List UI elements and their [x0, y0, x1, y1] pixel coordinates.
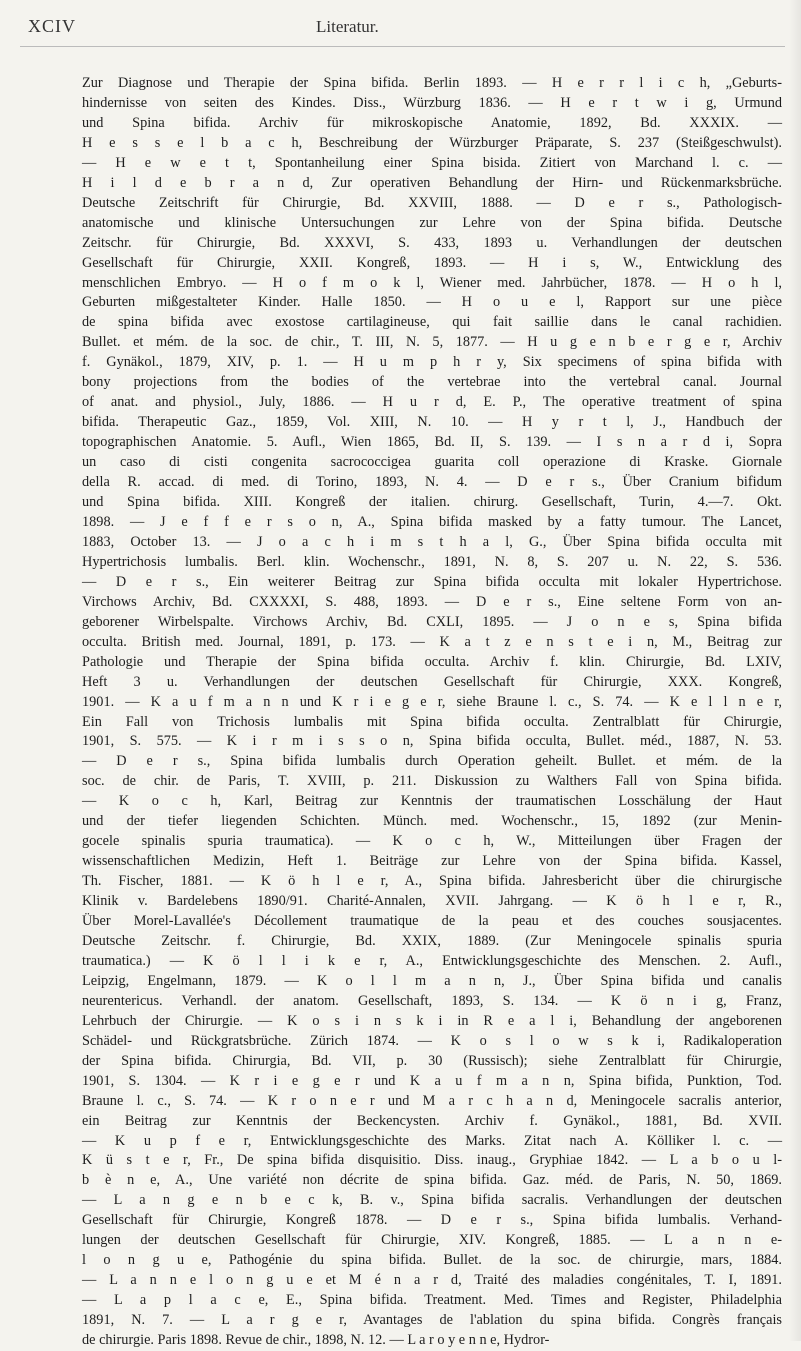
text-line: — H e w e t t, Spontanheilung einer Spina bisida. Zitiert von Marchand l. c. —: [82, 154, 782, 171]
text-line: della R. accad. di med. di Torino, 1893, N. 4. — D e r s., Über Cranium bifidum: [82, 474, 782, 491]
text-line: gocele spinalis spuria traumatica). — K o c h, W., Mitteilungen über Fragen der: [82, 833, 782, 850]
text-line: Lehrbuch der Chirurgie. — K o s i n s k i in R e a l i, Behandlung der angeborenen: [82, 1012, 782, 1029]
text-line: de spina bifida avec exostose cartilagineuse, qui fait saillie dans le canal rachidien.: [82, 314, 782, 331]
text-line: — K u p f e r, Entwicklungsgeschichte des Marks. Zitat nach A. Kölliker l. c. —: [82, 1132, 782, 1149]
text-line: de chirurgie. Paris 1898. Revue de chir., 1898, N. 12. — L a r o y e n n e, Hydror-: [82, 1332, 550, 1349]
text-line: 1901. — K a u f m a n n und K r i e g e r, siehe Braune l. c., S. 74. — K e l l n e r,: [82, 693, 782, 710]
text-line: — L a p l a c e, E., Spina bifida. Treatment. Med. Times and Register, Philadelphia: [82, 1292, 782, 1309]
text-line: Gesellschaft für Chirurgie, XXII. Kongreß, 1893. — H i s, W., Entwicklung des: [82, 254, 782, 271]
text-line: — D e r s., Ein weiterer Beitrag zur Spina bifida occulta mit lokaler Hypertrichose.: [82, 573, 782, 590]
text-line: neurentericus. Verhandl. der anatom. Gesellschaft, 1893, S. 134. — K ö n i g, Franz,: [82, 992, 782, 1009]
bibliography-text: [82, 74, 782, 1351]
text-line: soc. de chir. de Paris, T. XVIII, p. 211. Diskussion zu Walthers Fall von Spina bifida.: [82, 773, 782, 790]
text-line: geborener Wirbelspalte. Virchows Archiv, Bd. CXLI, 1895. — J o n e s, Spina bifida: [82, 613, 782, 630]
text-line: Geburten mißgestalteter Kinder. Halle 1850. — H o u e l, Rapport sur une pièce: [82, 294, 782, 311]
text-line: Virchows Archiv, Bd. CXXXXI, S. 488, 1893. — D e r s., Eine seltene Form von an-: [82, 593, 782, 610]
text-line: und der tiefer liegenden Schichten. Münch. med. Wochenschr., 15, 1892 (zur Menin-: [82, 813, 782, 830]
text-line: hindernisse von seiten des Kindes. Diss., Würzburg 1836. — H e r t w i g, Urmund: [82, 94, 782, 111]
text-line: K ü s t e r, Fr., De spina bifida disquisitio. Diss. inaug., Gryphiae 1842. — L a b o u l-: [82, 1152, 782, 1169]
text-line: Zur Diagnose und Therapie der Spina bifida. Berlin 1893. — H e r r l i c h, „Geburts-: [82, 75, 782, 91]
text-line: 1898. — J e f f e r s o n, A., Spina bifida masked by a fatty tumour. The Lancet,: [82, 513, 782, 530]
text-line: Hypertrichosis lumbalis. Berl. klin. Wochenschr., 1891, N. 8, S. 207 u. N. 22, S. 536.: [82, 553, 782, 570]
text-line: l o n g u e, Pathogénie du spina bifida. Bullet. de la soc. de chirurgie, mars, 1884.: [82, 1252, 782, 1269]
text-line: 1901, S. 575. — K i r m i s s o n, Spina bifida occulta, Bullet. méd., 1887, N. 53.: [82, 733, 782, 750]
text-line: 1891, N. 7. — L a r g e r, Avantages de l'ablation du spina bifida. Congrès français: [82, 1312, 782, 1329]
text-line: bifida. Therapeutic Gaz., 1859, Vol. XIII, N. 10. — H y r t l, J., Handbuch der: [82, 414, 782, 431]
text-line: ein Beitrag zur Kenntnis der Beckencysten. Archiv f. Gynäkol., 1881, Bd. XVII.: [82, 1112, 782, 1129]
text-line: un caso di cisti congenita sacrococcigea guarita coll operazione di Kraske. Giornale: [82, 454, 782, 471]
text-line: 1901, S. 1304. — K r i e g e r und K a u f m a n n, Spina bifida, Punktion, Tod.: [82, 1072, 782, 1089]
page-number: XCIV: [28, 16, 76, 36]
text-line: menschlichen Embryo. — H o f m o k l, Wiener med. Jahrbücher, 1878. — H o h l,: [82, 274, 782, 291]
text-line: Pathologie und Therapie der Spina bifida occulta. Archiv f. klin. Chirurgie, Bd. LXIV,: [82, 653, 782, 670]
page-header: [0, 0, 801, 50]
text-line: — D e r s., Spina bifida lumbalis durch Operation geheilt. Bullet. et mém. de la: [82, 753, 782, 770]
text-line: — L a n n e l o n g u e et M é n a r d, Traité des maladies congénitales, T. I, 1891.: [82, 1272, 782, 1289]
text-line: und Spina bifida. Archiv für mikroskopische Anatomie, 1892, Bd. XXXIX. —: [82, 114, 782, 131]
text-line: Klinik v. Bardelebens 1890/91. Charité-Annalen, XVII. Jahrgang. — K ö h l e r, R.,: [82, 893, 782, 910]
page-edge-shadow: [789, 0, 801, 1341]
text-line: bony projections from the bodies of the vertebrae into the vertebral canal. Journal: [82, 374, 782, 391]
text-line: f. Gynäkol., 1879, XIV, p. 1. — H u m p h r y, Six specimens of spina bifida with: [82, 354, 782, 371]
text-line: H i l d e b r a n d, Zur operativen Behandlung der Hirn- und Rückenmarksbrüche.: [82, 174, 782, 191]
running-title: Literatur.: [316, 17, 379, 36]
text-line: wissenschaftlichen Medizin, Heft 1. Beiträge zur Lehre von der Spina bifida. Kassel,: [82, 853, 782, 870]
text-line: Braune l. c., S. 74. — K r o n e r und M a r c h a n d, Meningocele sacralis anterior,: [82, 1092, 782, 1109]
text-line: Leipzig, Engelmann, 1879. — K o l l m a n n, J., Über Spina bifida und canalis: [82, 972, 782, 989]
text-line: lungen der deutschen Gesellschaft für Chirurgie, XIV. Kongreß, 1885. — L a n n e-: [82, 1232, 782, 1249]
text-line: H e s s e l b a c h, Beschreibung der Würzburger Präparate, S. 237 (Steißgeschwulst).: [82, 134, 782, 151]
text-line: Bullet. et mém. de la soc. de chir., T. III, N. 5, 1877. — H u g e n b e r g e r, Archiv: [82, 334, 782, 351]
text-line: topographischen Anatomie. 5. Aufl., Wien 1865, Bd. II, S. 139. — I s n a r d i, Sopra: [82, 434, 782, 451]
text-line: Zeitschr. für Chirurgie, Bd. XXXVI, S. 433, 1893 u. Verhandlungen der deutschen: [82, 234, 782, 251]
text-line: Gesellschaft für Chirurgie, Kongreß 1878. — D e r s., Spina bifida lumbalis. Verhand-: [82, 1212, 782, 1229]
text-line: Ein Fall von Trichosis lumbalis mit Spina bifida occulta. Zentralblatt für Chirurgie,: [82, 713, 782, 730]
text-line: Deutsche Zeitschr. f. Chirurgie, Bd. XXIX, 1889. (Zur Meningocele spinalis spuria: [82, 932, 782, 949]
text-line: Deutsche Zeitschrift für Chirurgie, Bd. XXVIII, 1888. — D e r s., Pathologisch-: [82, 194, 782, 211]
text-line: Th. Fischer, 1881. — K ö h l e r, A., Spina bifida. Jahresbericht über die chirurgische: [82, 873, 782, 890]
text-line: anatomische und klinische Untersuchungen zur Lehre von der Spina bifida. Deutsche: [82, 214, 782, 231]
text-line: traumatica.) — K ö l l i k e r, A., Entwicklungsgeschichte des Menschen. 2. Aufl.,: [82, 952, 782, 969]
text-line: — K o c h, Karl, Beitrag zur Kenntnis der traumatischen Losschälung der Haut: [82, 793, 782, 810]
text-line: Heft 3 u. Verhandlungen der deutschen Gesellschaft für Chirurgie, XXX. Kongreß,: [82, 673, 782, 690]
text-line: der Spina bifida. Chirurgia, Bd. VII, p. 30 (Russisch); siehe Zentralblatt für Chirurgie,: [82, 1052, 782, 1069]
text-line: Über Morel-Lavallée's Décollement traumatique de la peau et des couches sousjacentes.: [82, 913, 782, 930]
header-rule: [20, 46, 785, 47]
text-line: occulta. British med. Journal, 1891, p. 173. — K a t z e n s t e i n, M., Beitrag zur: [82, 633, 782, 650]
text-line: und Spina bifida. XIII. Kongreß der italien. chirurg. Gesellschaft, Turin, 4.—7. Okt.: [82, 494, 782, 511]
text-line: Schädel- und Rückgratsbrüche. Zürich 1874. — K o s l o w s k i, Radikaloperation: [82, 1032, 782, 1049]
text-line: 1883, October 13. — J o a c h i m s t h a l, G., Über Spina bifida occulta mit: [82, 533, 782, 550]
text-line: b è n e, A., Une variété non décrite de spina bifida. Gaz. méd. de Paris, N. 50, 1869.: [82, 1172, 782, 1189]
text-line: — L a n g e n b e c k, B. v., Spina bifida sacralis. Verhandlungen der deutschen: [82, 1192, 782, 1209]
text-line: of anat. and physiol., July, 1886. — H u r d, E. P., The operative treatment of spina: [82, 394, 782, 411]
